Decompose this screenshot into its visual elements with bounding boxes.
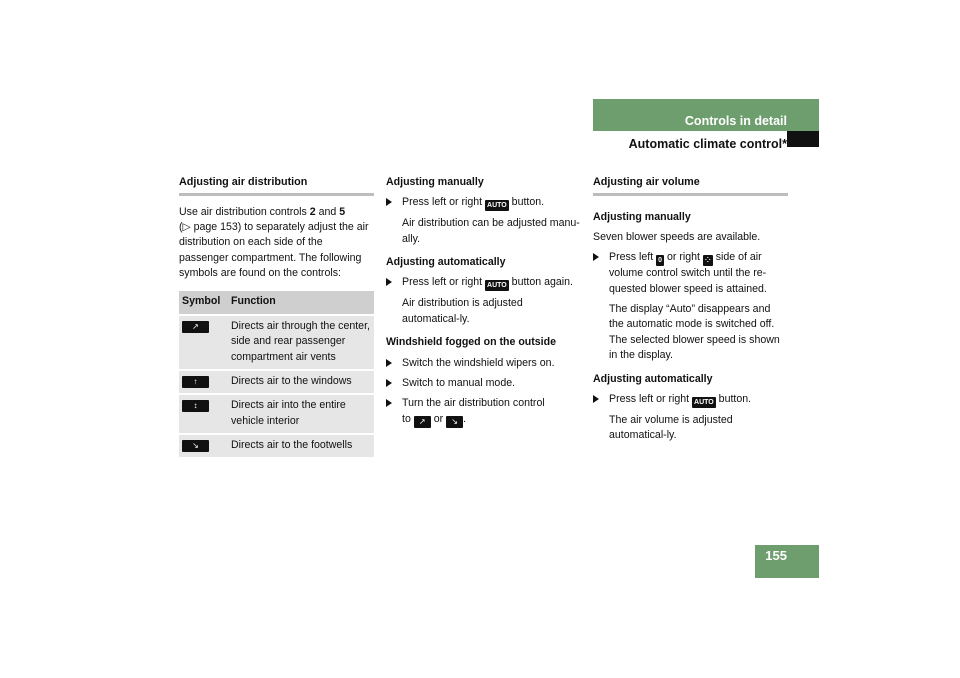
column-air-distribution [179,175,374,457]
heading-air-volume: Adjusting air volume [593,176,700,188]
table-row [179,434,374,457]
step-text-or: or right [664,251,703,264]
vents-symbol-icon: ↗ [182,321,209,333]
table-cell-symbol [179,315,228,370]
intro-text: Use air distribution controls [179,205,310,218]
step-text-to: to [402,412,414,425]
step-press-auto [593,392,788,408]
step-text: Press left or right [609,392,693,405]
blower-high-icon: ⁘ [704,257,711,265]
header-function: Function [228,291,374,314]
table-row [179,370,374,394]
result-air-volume-auto: The air volume is adjusted automatical-ly. [609,413,733,442]
step-text-or: or [430,412,447,425]
table-cell-symbol [179,370,228,394]
heading-air-distribution: Adjusting air distribution [179,176,308,188]
result-blower-manual: The display “Auto” disappears and the automatic mode is switched off. The selected blower speed is shown in the display. [609,303,780,362]
footwells-symbol-icon: ↘ [182,440,209,452]
step-text-end: button. [715,392,752,405]
auto-button-icon: AUTO [487,282,507,290]
subheading-windshield-fogged: Windshield fogged on the outside [386,336,556,349]
step-press-volume-switch [593,250,788,297]
step-text-end: side of air volume control switch until the re-quested blower speed is attained. [609,251,767,295]
chapter-title: Controls in detail [684,114,787,128]
control-number-2: 2 [309,205,316,218]
subheading-adjusting-automatically: Adjusting automatically [593,372,713,385]
subheading-adjusting-automatically: Adjusting automatically [386,256,506,269]
step-press-auto-again [386,275,581,291]
step-text-end: button. [508,196,545,209]
step-text: Press left or right [402,196,486,209]
table-row [179,394,374,434]
page-number: 155 [765,548,787,563]
step-text: Press left or right [402,276,486,289]
heading-rule [593,193,788,196]
symbol-table [179,291,374,457]
auto-button-icon: AUTO [694,398,714,406]
column-manual-auto [386,175,581,428]
heading-rule [179,193,374,196]
column-air-volume [593,175,788,444]
windows-symbol-icon: ↑ [182,376,209,388]
interior-symbol-icon: ↕ [182,400,209,412]
table-cell-symbol [179,434,228,457]
table-cell-function: Directs air to the footwells [228,434,374,457]
vents-symbol-icon: ↗ [414,416,431,428]
step-press-auto [386,195,581,211]
table-row [179,315,374,370]
table-cell-function: Directs air to the windows [228,370,374,394]
step-text: Turn the air distribution control [402,397,545,410]
intro-rest: (▷ page 153) to separately adjust the air distribution on each side of the passenger compartment. The following symbols are found on the controls: [179,221,369,280]
intro-and: and [315,205,340,218]
table-header-row [179,291,374,314]
intro-paragraph [179,205,374,282]
auto-button-icon: AUTO [487,202,507,210]
step-text-period: . [463,412,467,425]
step-text: Press left [609,251,657,264]
table-cell-function: Directs air through the center, side and rear passenger compartment air vents [228,315,374,370]
blower-low-icon: 0 [658,257,663,265]
header-symbol: Symbol [179,291,228,314]
step-text-end: button again. [508,276,573,289]
step-manual-mode: Switch to manual mode. [386,376,581,391]
footwells-symbol-icon: ↘ [446,416,463,428]
step-turn-control [386,396,581,427]
blower-speeds-text: Seven blower speeds are available. [593,231,761,243]
result-manual: Air distribution can be adjusted manu-ally. [402,217,580,245]
header-marker [787,131,819,147]
subheading-adjusting-manually: Adjusting manually [593,210,691,223]
table-cell-function: Directs air into the entire vehicle interior [228,394,374,434]
result-automatic: Air distribution is adjusted automatical-ly. [402,297,523,325]
step-wipers-on: Switch the windshield wipers on. [386,356,581,371]
table-cell-symbol [179,394,228,434]
section-title: Automatic climate control* [628,137,787,151]
control-number-5: 5 [339,205,346,218]
subheading-adjusting-manually: Adjusting manually [386,176,484,188]
